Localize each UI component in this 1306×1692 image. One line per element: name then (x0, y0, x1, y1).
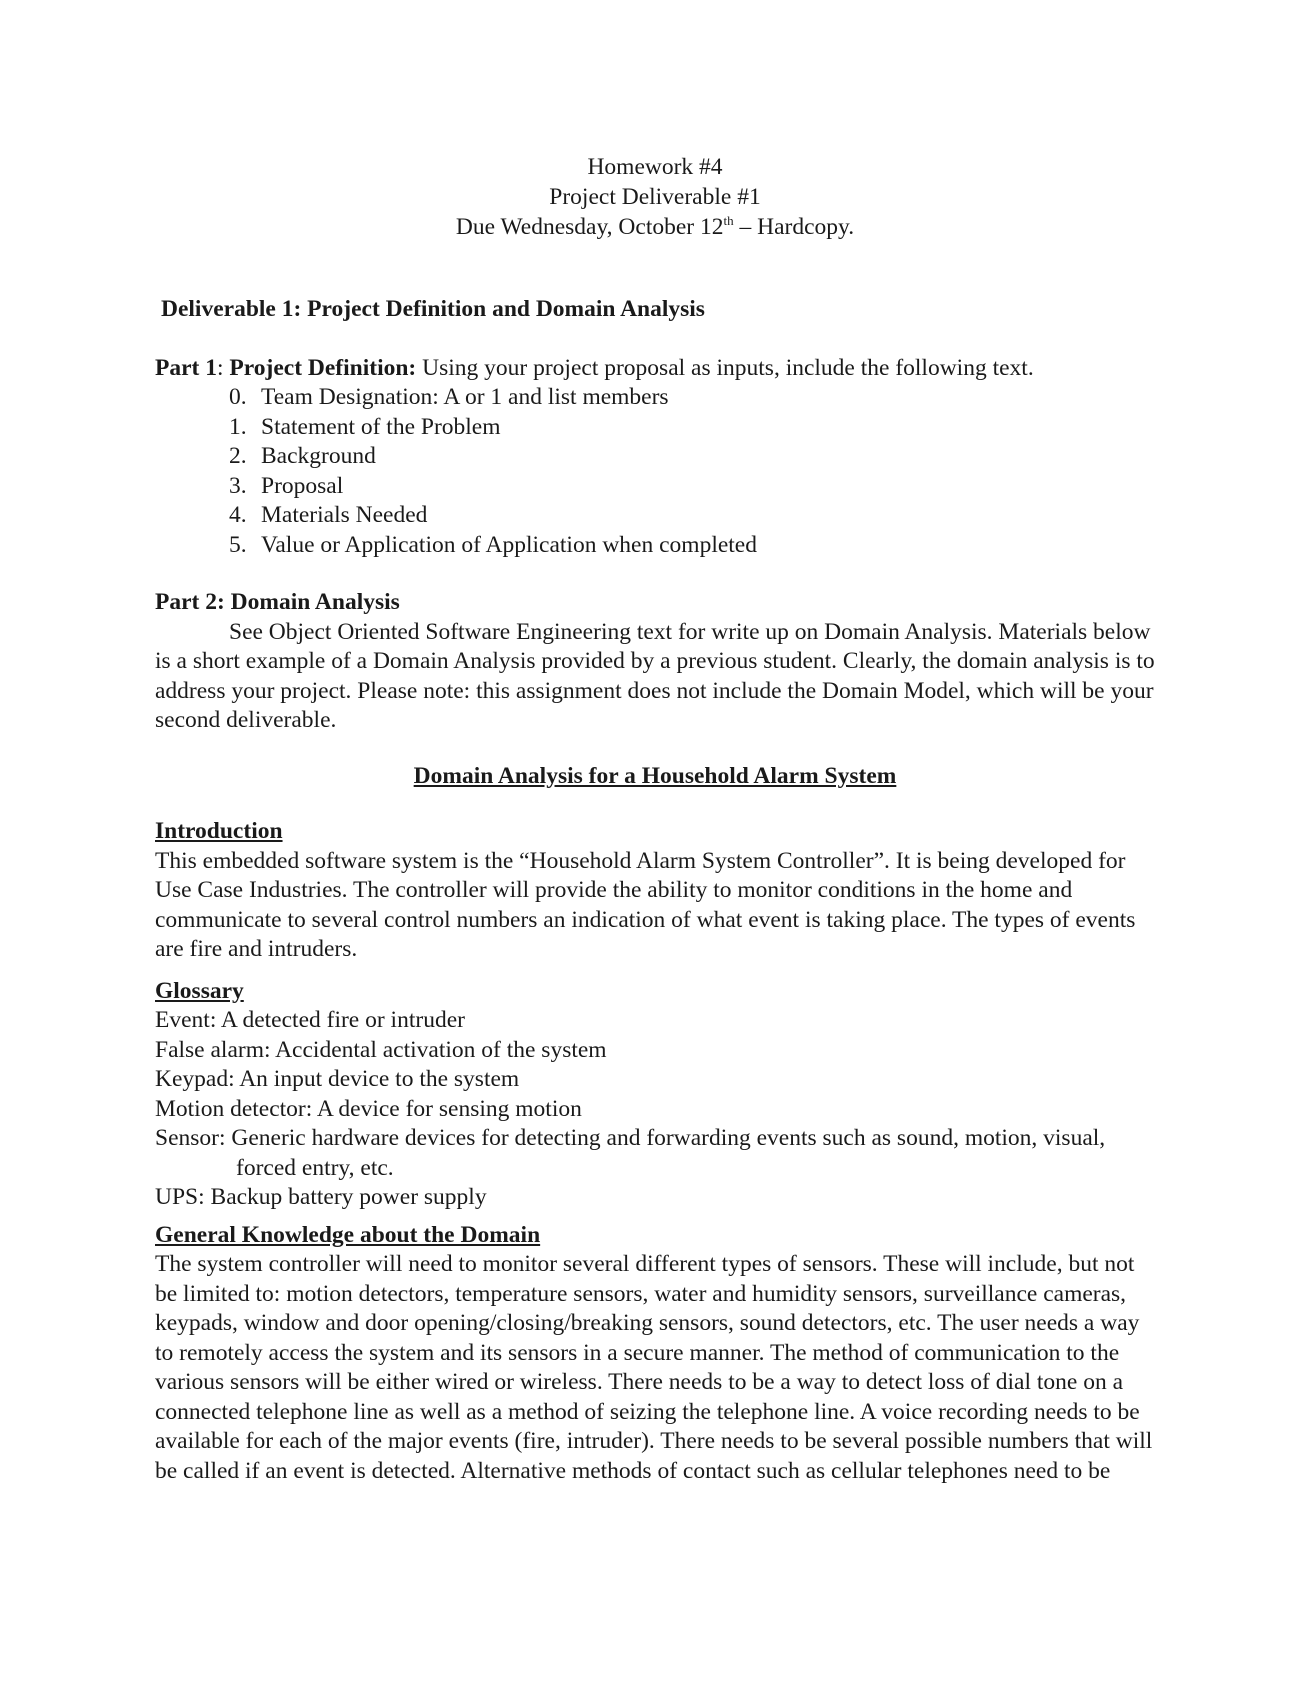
glossary-entry: Sensor: Generic hardware devices for detecting and forwarding events such as sound, motion, visual, forced entry, etc. (155, 1125, 1106, 1181)
list-number: 1. (229, 413, 247, 440)
glossary-entry: Keypad: An input device to the system (155, 1066, 520, 1092)
list-number: 0. (229, 384, 247, 410)
example-title: Domain Analysis for a Household Alarm System (413, 762, 897, 789)
glossary-entry: UPS: Backup battery power supply (155, 1184, 487, 1210)
list-item (229, 472, 1155, 502)
list-number: 2. (229, 443, 247, 469)
glossary-list (155, 1006, 1155, 1213)
part1-list (155, 383, 1155, 560)
list-text: Value or Application of Application when completed (261, 531, 757, 558)
part1-label: Part 1 (155, 354, 217, 381)
part1-text: Using your project proposal as inputs, include the following text. (416, 354, 1034, 381)
document-page (155, 152, 1155, 1486)
list-number: 3. (229, 472, 247, 499)
list-number: 4. (229, 502, 247, 528)
list-text: Proposal (261, 472, 344, 499)
glossary-entry: False alarm: Accidental activation of the system (155, 1036, 607, 1063)
part1-title: Project Definition: (229, 354, 417, 381)
glossary-entry: Motion detector: A device for sensing motion (155, 1095, 582, 1122)
list-item (229, 442, 1155, 472)
part1-heading (155, 354, 1155, 384)
deliverable-number: Project Deliverable #1 (549, 184, 761, 210)
list-item (229, 383, 1155, 413)
part2-heading: Part 2: Domain Analysis (155, 589, 400, 615)
list-item (229, 413, 1155, 443)
deliverable-title: Deliverable 1: Project Definition and Domain Analysis (161, 296, 705, 322)
list-text: Background (261, 443, 376, 469)
introduction-text: This embedded software system is the “Household Alarm System Controller”. It is being developed for Use Case Industries. The controller will provide the ability to monitor conditions in the home and communicate to several control numbers an indication of what event is taking place. The types of events are fire and intruders. (155, 847, 1136, 962)
introduction-heading: Introduction (155, 818, 283, 844)
general-knowledge-text: The system controller will need to monitor several different types of sensors. These will include, but not be limited to: motion detectors, temperature sensors, water and humidity sensors, surveillance cameras, keypads, window and door opening/closing/breaking sensors, sound detectors, etc. The user needs a way to remotely access the system and its sensors in a secure manner. The method of communication to the various sensors will be either wired or wireless. There needs to be a way to detect loss of dial tone on a connected telephone line as well as a method of seizing the telephone line. A voice recording needs to be available for each of the major events (fire, intruder). There needs to be several possible numbers that will be called if an event is detected. Alternative methods of contact such as cellular telephones need to be (155, 1251, 1153, 1484)
list-item (229, 531, 1155, 561)
due-date-suffix: th (723, 213, 734, 228)
due-date-text: Due Wednesday, October 12 (455, 214, 724, 240)
part2-paragraph: See Object Oriented Software Engineering text for write up on Domain Analysis. Materials below is a short example of a Domain Analysis provided by a previous student. Clearly, the domain analysis is to address your project. Please note: this assignment does not include the Domain Model, which will be your second deliverable. (155, 618, 1155, 733)
list-number: 5. (229, 531, 247, 558)
list-item (229, 501, 1155, 531)
glossary-heading: Glossary (155, 977, 244, 1004)
due-date-format: – Hardcopy. (733, 214, 855, 240)
general-knowledge-heading: General Knowledge about the Domain (155, 1221, 541, 1248)
list-text: Team Designation: A or 1 and list members (261, 384, 669, 410)
list-text: Statement of the Problem (261, 413, 501, 440)
glossary-entry: Event: A detected fire or intruder (155, 1007, 465, 1033)
part1-sep: : (217, 354, 230, 381)
list-text: Materials Needed (261, 502, 428, 528)
homework-number: Homework #4 (587, 154, 723, 180)
due-date (155, 212, 1155, 242)
document-header (155, 152, 1155, 242)
